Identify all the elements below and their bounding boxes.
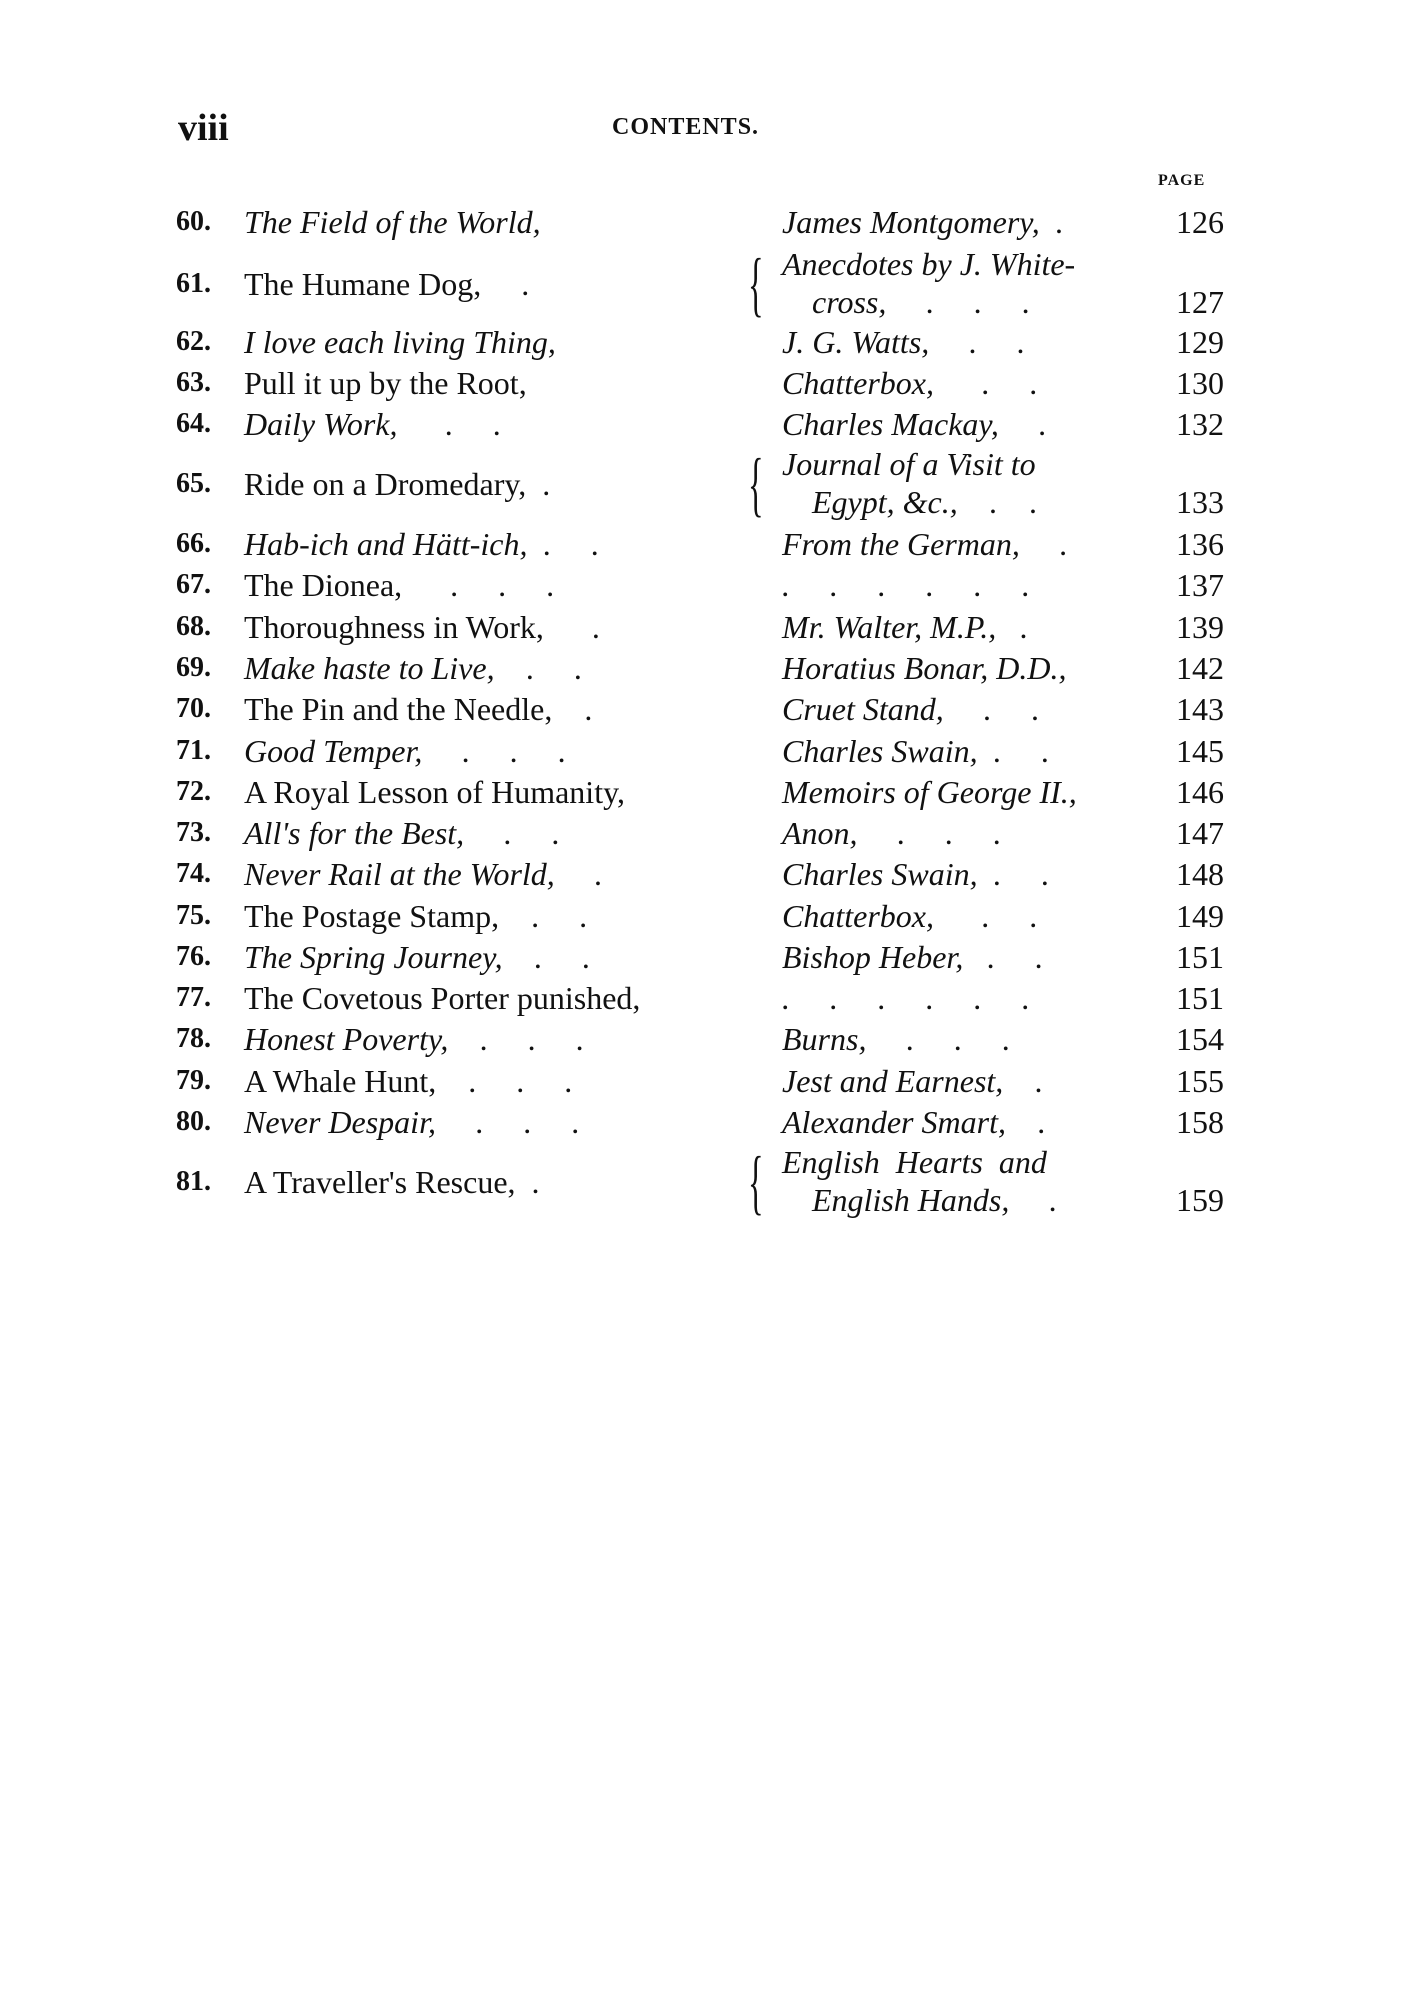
entry-page-number: 137 — [1176, 567, 1224, 603]
toc-entry — [0, 815, 1404, 851]
entry-source: Cruet Stand, . . — [782, 691, 1040, 727]
entry-number: 66. — [176, 528, 211, 559]
entry-source: Horatius Bonar, D.D., — [782, 650, 1067, 686]
entry-title: The Covetous Porter punished, — [244, 980, 641, 1016]
entry-source-line: Journal of a Visit to — [782, 446, 1036, 482]
toc-entry — [0, 324, 1404, 360]
entry-page-number: 151 — [1176, 939, 1224, 975]
entry-page-number: 151 — [1176, 980, 1224, 1016]
entry-number: 70. — [176, 693, 211, 724]
toc-entry — [0, 650, 1404, 686]
entry-title: I love each living Thing, — [244, 324, 556, 360]
entry-page-number: 154 — [1176, 1021, 1224, 1057]
toc-entry — [0, 204, 1404, 240]
toc-entry — [0, 1063, 1404, 1099]
entry-page-number: 147 — [1176, 815, 1224, 851]
toc-entry — [0, 567, 1404, 603]
entry-page-number: 126 — [1176, 204, 1224, 240]
entry-source: Charles Swain, . . — [782, 856, 1050, 892]
toc-entry — [0, 898, 1404, 934]
entry-number: 63. — [176, 367, 211, 398]
entry-number: 76. — [176, 941, 211, 972]
entry-source: Mr. Walter, M.P., . — [782, 609, 1029, 645]
entry-number: 78. — [176, 1023, 211, 1054]
entry-title: The Postage Stamp, . . — [244, 898, 588, 934]
entry-title: Good Temper, . . . — [244, 733, 567, 769]
brace-glyph: { — [748, 244, 764, 324]
entry-title: The Humane Dog, . — [244, 266, 530, 302]
entry-source: James Montgomery, . — [782, 204, 1064, 240]
entry-title: A Traveller's Rescue, . — [244, 1164, 540, 1200]
entry-number: 80. — [176, 1106, 211, 1137]
entry-source: Alexander Smart, . — [782, 1104, 1046, 1140]
entry-number: 65. — [176, 468, 211, 499]
entry-source: Chatterbox, . . — [782, 898, 1038, 934]
entry-title: Thoroughness in Work, . — [244, 609, 600, 645]
toc-entry — [0, 733, 1404, 769]
entry-page-number: 142 — [1176, 650, 1224, 686]
entry-number: 67. — [176, 569, 211, 600]
entry-title: Honest Poverty, . . . — [244, 1021, 585, 1057]
entry-number: 62. — [176, 326, 211, 357]
entry-source-line: English Hands, . — [812, 1182, 1058, 1218]
entry-title: Hab-ich and Hätt-ich, . . — [244, 526, 600, 562]
entry-source: J. G. Watts, . . — [782, 324, 1026, 360]
entry-page-number: 133 — [1176, 484, 1224, 520]
entry-title: Never Despair, . . . — [244, 1104, 580, 1140]
entry-number: 74. — [176, 858, 211, 889]
entry-number: 81. — [176, 1166, 211, 1197]
toc-entry — [0, 939, 1404, 975]
entry-number: 71. — [176, 735, 211, 766]
entry-page-number: 139 — [1176, 609, 1224, 645]
entry-source-line: Egypt, &c., . . — [812, 484, 1038, 520]
entry-title: The Dionea, . . . — [244, 567, 555, 603]
entry-number: 79. — [176, 1065, 211, 1096]
entry-source: Chatterbox, . . — [782, 365, 1038, 401]
toc-entry — [0, 980, 1404, 1016]
entry-source-line: Anecdotes by J. White- — [782, 246, 1076, 282]
toc-entry — [0, 609, 1404, 645]
entry-number: 61. — [176, 268, 211, 299]
toc-entry — [0, 526, 1404, 562]
entry-page-number: 155 — [1176, 1063, 1224, 1099]
entry-page-number: 159 — [1176, 1182, 1224, 1218]
entry-source: Anon, . . . — [782, 815, 1002, 851]
entry-page-number: 158 — [1176, 1104, 1224, 1140]
toc-entry — [0, 856, 1404, 892]
entry-page-number: 130 — [1176, 365, 1224, 401]
toc-entry — [0, 691, 1404, 727]
entry-page-number: 145 — [1176, 733, 1224, 769]
toc-entry — [0, 406, 1404, 442]
running-head: CONTENTS. — [612, 114, 760, 140]
entry-page-number: 129 — [1176, 324, 1224, 360]
page-folio: viii — [178, 107, 229, 149]
entry-source: Charles Swain, . . — [782, 733, 1050, 769]
entry-page-number: 146 — [1176, 774, 1224, 810]
entry-number: 72. — [176, 776, 211, 807]
entry-source: . . . . . . — [782, 567, 1030, 603]
entry-source: From the German, . — [782, 526, 1068, 562]
entry-source: . . . . . . — [782, 980, 1030, 1016]
toc-entry — [0, 1144, 1404, 1220]
entry-number: 75. — [176, 900, 211, 931]
entry-title: Never Rail at the World, . — [244, 856, 603, 892]
entry-number: 69. — [176, 652, 211, 683]
entry-source-line: English Hearts and — [782, 1144, 1047, 1180]
brace-glyph: { — [748, 1142, 764, 1222]
entry-title: Daily Work, . . — [244, 406, 502, 442]
brace-glyph: { — [748, 444, 764, 524]
entry-title: A Whale Hunt, . . . — [244, 1063, 573, 1099]
entry-source: Burns, . . . — [782, 1021, 1011, 1057]
entry-page-number: 148 — [1176, 856, 1224, 892]
entry-source: Memoirs of George II., — [782, 774, 1077, 810]
entry-source: Bishop Heber, . . — [782, 939, 1044, 975]
entry-page-number: 132 — [1176, 406, 1224, 442]
entry-page-number: 143 — [1176, 691, 1224, 727]
toc-entry — [0, 446, 1404, 522]
entry-title: All's for the Best, . . — [244, 815, 561, 851]
entry-page-number: 136 — [1176, 526, 1224, 562]
page-column-label: PAGE — [1158, 172, 1206, 189]
entry-source: Jest and Earnest, . — [782, 1063, 1044, 1099]
entry-source-line: cross, . . . — [812, 284, 1031, 320]
toc-entry — [0, 1104, 1404, 1140]
toc-entry — [0, 365, 1404, 401]
entry-page-number: 127 — [1176, 284, 1224, 320]
entry-title: The Spring Journey, . . — [244, 939, 591, 975]
entry-number: 60. — [176, 206, 211, 237]
entry-source: Charles Mackay, . — [782, 406, 1047, 442]
toc-entry — [0, 1021, 1404, 1057]
entry-title: The Field of the World, — [244, 204, 541, 240]
entry-page-number: 149 — [1176, 898, 1224, 934]
entry-title: Make haste to Live, . . — [244, 650, 583, 686]
entry-number: 73. — [176, 817, 211, 848]
entry-title: Pull it up by the Root, — [244, 365, 527, 401]
entry-title: Ride on a Dromedary, . — [244, 466, 551, 502]
entry-number: 68. — [176, 611, 211, 642]
entry-title: A Royal Lesson of Humanity, — [244, 774, 625, 810]
toc-entry — [0, 774, 1404, 810]
entry-number: 77. — [176, 982, 211, 1013]
entry-number: 64. — [176, 408, 211, 439]
toc-entry — [0, 246, 1404, 322]
entry-title: The Pin and the Needle, . — [244, 691, 593, 727]
